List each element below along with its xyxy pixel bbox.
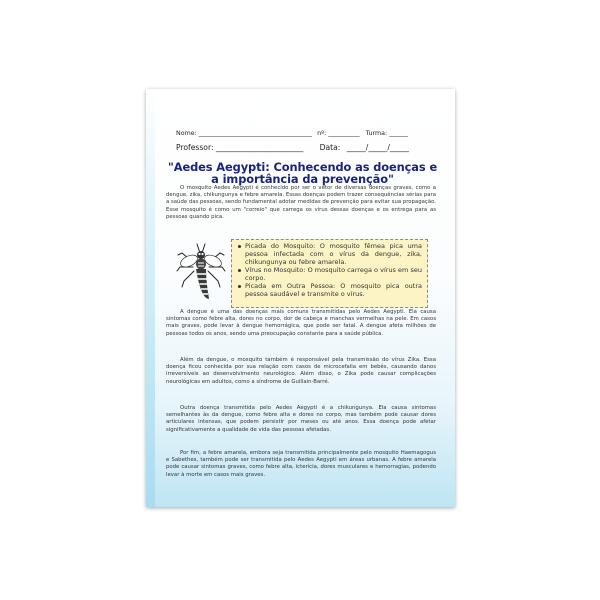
paragraph-dengue: A dengue é uma das doenças mais comuns transmitidas pelo Aedes Aegypti. Ela causa sintomas como febre alta, dores no corpo, dor de cabeça e manchas vermelhas na pele. Em casos mais graves, pode levar à dengue hemorrágica, que pode ser fatal. A dengue afeta milhões de pessoas todos os anos, sendo uma preocupação constante para a saúde pública.	[166, 309, 436, 337]
worksheet-title: "Aedes Aegypti: Conhecendo as doenças e a importância da prevenção"	[167, 160, 438, 186]
nome-label: Nome:	[176, 130, 197, 137]
professor-field[interactable]: _______________________	[215, 143, 304, 152]
worksheet-page	[146, 89, 455, 507]
paragraph-febre-amarela: Por fim, a febre amarela, embora seja transmitida principalmente pelo mosquito Haemagogus e Sabethes, também pode ser transmitida pelo Aedes Aegypti em áreas urbanas. A febre amarela pode causar sintomas graves, como febre alta, icterícia, dores musculares e hemorragias, podendo levar à morte em casos mais graves.	[166, 450, 436, 478]
data-label: Data:	[319, 143, 341, 152]
callout-item-picada-outra-pessoa: Picada em Outra Pessoa: O mosquito pica outra pessoa saudável e transmite o vírus.	[245, 282, 422, 298]
nome-field[interactable]: ____________________________________	[198, 130, 313, 137]
paragraph-chikungunya: Outra doença transmitida pelo Aedes Aegypti é a chikungunya. Ela causa sintomas semelhantes às da dengue, como febre alta e dores no corpo, mas também pode causar dores articulares intensas, que podem persistir por meses ou até anos. Essa doença pode afetar significativamente a qualidade de vida das pessoas afetadas.	[166, 405, 436, 433]
paragraph-zika: Além da dengue, o mosquito também é responsável pela transmissão do vírus Zika. Essa doença ficou conhecida por sua relação com casos de microcefalia em bebês, causando danos irreversíveis ao desenvolvimento neurológico. Além disso, o Zika pode causar complicações neurológicas em adultos, como a síndrome de Guillain-Barré.	[166, 357, 436, 385]
turma-field[interactable]: ______	[389, 130, 409, 137]
professor-label: Professor:	[176, 143, 214, 152]
transmission-callout	[231, 239, 428, 308]
callout-item-picada-mosquito: Picada do Mosquito: O mosquito fêmea pica uma pessoa infectada com o vírus da dengue, zika, chikungunya ou febre amarela.	[245, 242, 422, 266]
data-field[interactable]: _____/_____/_____	[346, 143, 409, 152]
numero-field[interactable]: __________	[328, 130, 360, 137]
callout-item-virus-mosquito: Vírus no Mosquito: O mosquito carrega o vírus em seu corpo.	[245, 266, 422, 282]
name-row	[176, 130, 437, 137]
mosquito-illustration	[176, 241, 226, 303]
turma-label: Turma:	[365, 130, 388, 137]
teacher-row	[176, 143, 437, 152]
paragraph-intro: O mosquito Aedes Aegypti é conhecido por ser o vetor de diversas doenças graves, como a dengue, zika, chikungunya e febre amarela. Essas doenças podem trazer consequências sérias para a saúde das pessoas, sendo fundamental adotar medidas de prevenção para evitar sua propagação. Esse mosquito é como um "correio" que carrega os vírus dessas doenças e os entrega para as pessoas quando pica.	[166, 185, 436, 220]
numero-label: nº:	[317, 130, 327, 137]
